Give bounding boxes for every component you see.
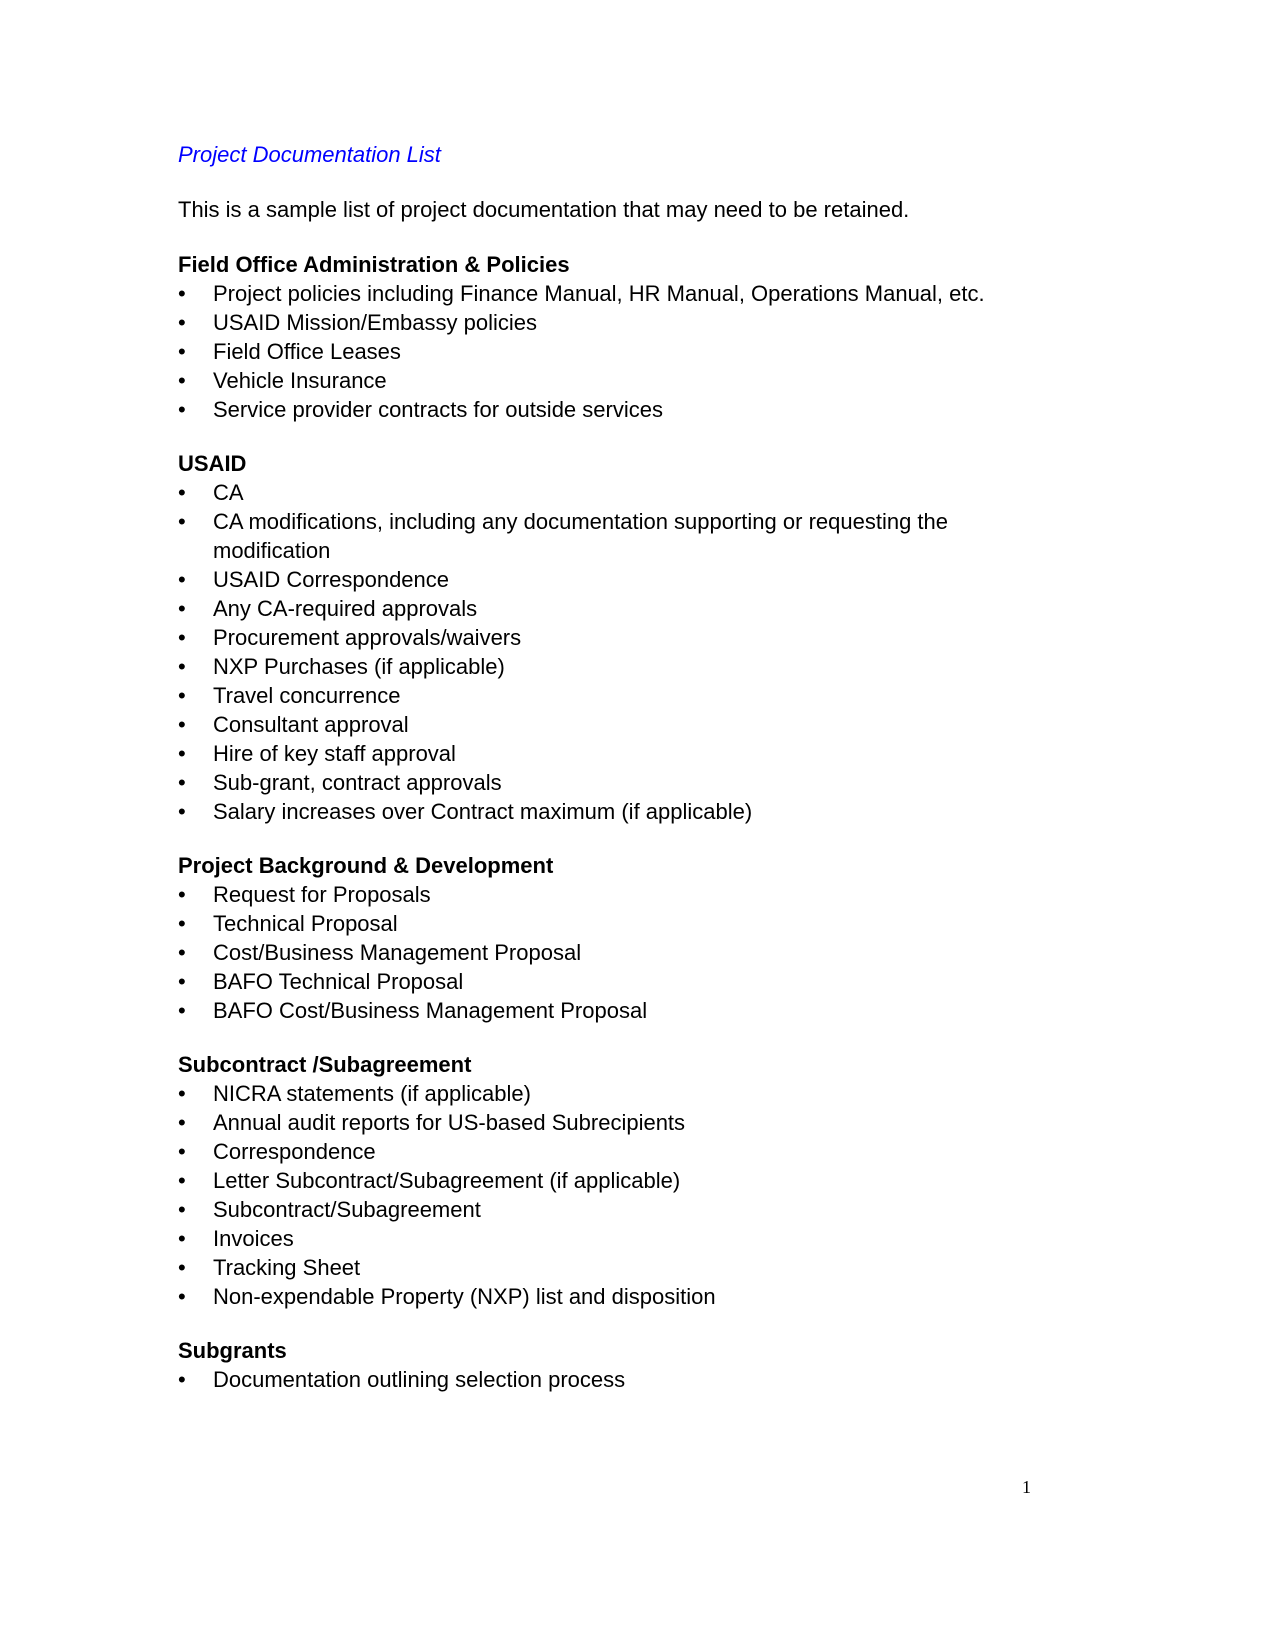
list-item-text: Tracking Sheet [213, 1255, 361, 1280]
list-item-text: Correspondence [213, 1139, 376, 1164]
bullet-icon: • [178, 625, 186, 650]
list-item [178, 623, 1018, 652]
intro-text: This is a sample list of project documentation that may need to be retained. [178, 197, 910, 222]
list-item [178, 565, 1018, 594]
bullet-icon: • [178, 911, 186, 936]
list-item [178, 909, 1018, 938]
section-heading: USAID [178, 451, 247, 476]
section [178, 1336, 1028, 1394]
bullet-icon: • [178, 480, 186, 505]
list-item [178, 938, 1018, 967]
list-item [178, 739, 1018, 768]
list-item [178, 1224, 1018, 1253]
bullet-list [178, 478, 1028, 826]
bullet-icon: • [178, 567, 186, 592]
bullet-icon: • [178, 998, 186, 1023]
bullet-icon: • [178, 596, 186, 621]
bullet-icon: • [178, 799, 186, 824]
list-item [178, 1282, 1018, 1311]
list-item-text: CA [213, 480, 244, 505]
bullet-list [178, 1079, 1028, 1311]
section [178, 1050, 1028, 1311]
list-item-text: Salary increases over Contract maximum (if applicable) [213, 799, 753, 824]
section-heading: Subgrants [178, 1338, 287, 1363]
bullet-icon: • [178, 310, 186, 335]
section-heading: Project Background & Development [178, 853, 554, 878]
list-item [178, 478, 1018, 507]
list-item [178, 594, 1018, 623]
page-title: Project Documentation List [178, 142, 441, 167]
bullet-list [178, 1365, 1028, 1394]
bullet-list [178, 880, 1028, 1025]
bullet-icon: • [178, 1226, 186, 1251]
list-item-text: Cost/Business Management Proposal [213, 940, 582, 965]
list-item [178, 1365, 1018, 1394]
list-item-text: Sub-grant, contract approvals [213, 770, 502, 795]
bullet-list [178, 279, 1028, 424]
bullet-icon: • [178, 368, 186, 393]
bullet-icon: • [178, 770, 186, 795]
bullet-icon: • [178, 1139, 186, 1164]
list-item [178, 1253, 1018, 1282]
list-item [178, 710, 1018, 739]
list-item-text: Field Office Leases [213, 339, 401, 364]
list-item [178, 366, 1018, 395]
bullet-icon: • [178, 654, 186, 679]
list-item-text: CA modifications, including any documentation supporting or requesting the modification [213, 509, 949, 563]
bullet-icon: • [178, 741, 186, 766]
bullet-icon: • [178, 509, 186, 534]
section-heading: Subcontract /Subagreement [178, 1052, 472, 1077]
list-item-text: Documentation outlining selection process [213, 1367, 626, 1392]
list-item [178, 507, 1018, 565]
list-item-text: Travel concurrence [213, 683, 401, 708]
list-item-text: Consultant approval [213, 712, 409, 737]
list-item-text: Project policies including Finance Manual, HR Manual, Operations Manual, etc. [213, 281, 985, 306]
bullet-icon: • [178, 281, 186, 306]
list-item [178, 652, 1018, 681]
list-item [178, 1079, 1018, 1108]
list-item-text: Technical Proposal [213, 911, 398, 936]
list-item-text: Invoices [213, 1226, 294, 1251]
section [178, 851, 1028, 1025]
bullet-icon: • [178, 1081, 186, 1106]
bullet-icon: • [178, 969, 186, 994]
bullet-icon: • [178, 1367, 186, 1392]
bullet-icon: • [178, 397, 186, 422]
list-item-text: Subcontract/Subagreement [213, 1197, 481, 1222]
list-item [178, 967, 1018, 996]
list-item-text: Service provider contracts for outside services [213, 397, 663, 422]
list-item [178, 395, 1018, 424]
bullet-icon: • [178, 339, 186, 364]
list-item-text: USAID Mission/Embassy policies [213, 310, 537, 335]
list-item-text: Any CA-required approvals [213, 596, 478, 621]
bullet-icon: • [178, 1110, 186, 1135]
bullet-icon: • [178, 1284, 186, 1309]
list-item-text: Vehicle Insurance [213, 368, 387, 393]
list-item-text: BAFO Cost/Business Management Proposal [213, 998, 648, 1023]
list-item [178, 1195, 1018, 1224]
list-item [178, 880, 1018, 909]
list-item-text: USAID Correspondence [213, 567, 450, 592]
bullet-icon: • [178, 712, 186, 737]
list-item-text: NICRA statements (if applicable) [213, 1081, 531, 1106]
page-number: 1 [1022, 1477, 1031, 1497]
section [178, 449, 1028, 826]
list-item [178, 1166, 1018, 1195]
list-item [178, 1137, 1018, 1166]
sections-container [178, 250, 1028, 1394]
list-item-text: Non-expendable Property (NXP) list and disposition [213, 1284, 716, 1309]
list-item [178, 337, 1018, 366]
list-item-text: Letter Subcontract/Subagreement (if applicable) [213, 1168, 681, 1193]
list-item-text: Procurement approvals/waivers [213, 625, 522, 650]
bullet-icon: • [178, 940, 186, 965]
section-heading: Field Office Administration & Policies [178, 252, 570, 277]
list-item [178, 308, 1018, 337]
bullet-icon: • [178, 1197, 186, 1222]
list-item [178, 797, 1018, 826]
bullet-icon: • [178, 683, 186, 708]
list-item-text: NXP Purchases (if applicable) [213, 654, 505, 679]
list-item [178, 681, 1018, 710]
document-body [178, 140, 1028, 1419]
bullet-icon: • [178, 1168, 186, 1193]
list-item-text: Annual audit reports for US-based Subrecipients [213, 1110, 686, 1135]
bullet-icon: • [178, 882, 186, 907]
list-item-text: Request for Proposals [213, 882, 431, 907]
list-item [178, 768, 1018, 797]
list-item [178, 1108, 1018, 1137]
bullet-icon: • [178, 1255, 186, 1280]
list-item [178, 279, 1018, 308]
list-item-text: Hire of key staff approval [213, 741, 456, 766]
list-item [178, 996, 1018, 1025]
section [178, 250, 1028, 424]
list-item-text: BAFO Technical Proposal [213, 969, 464, 994]
